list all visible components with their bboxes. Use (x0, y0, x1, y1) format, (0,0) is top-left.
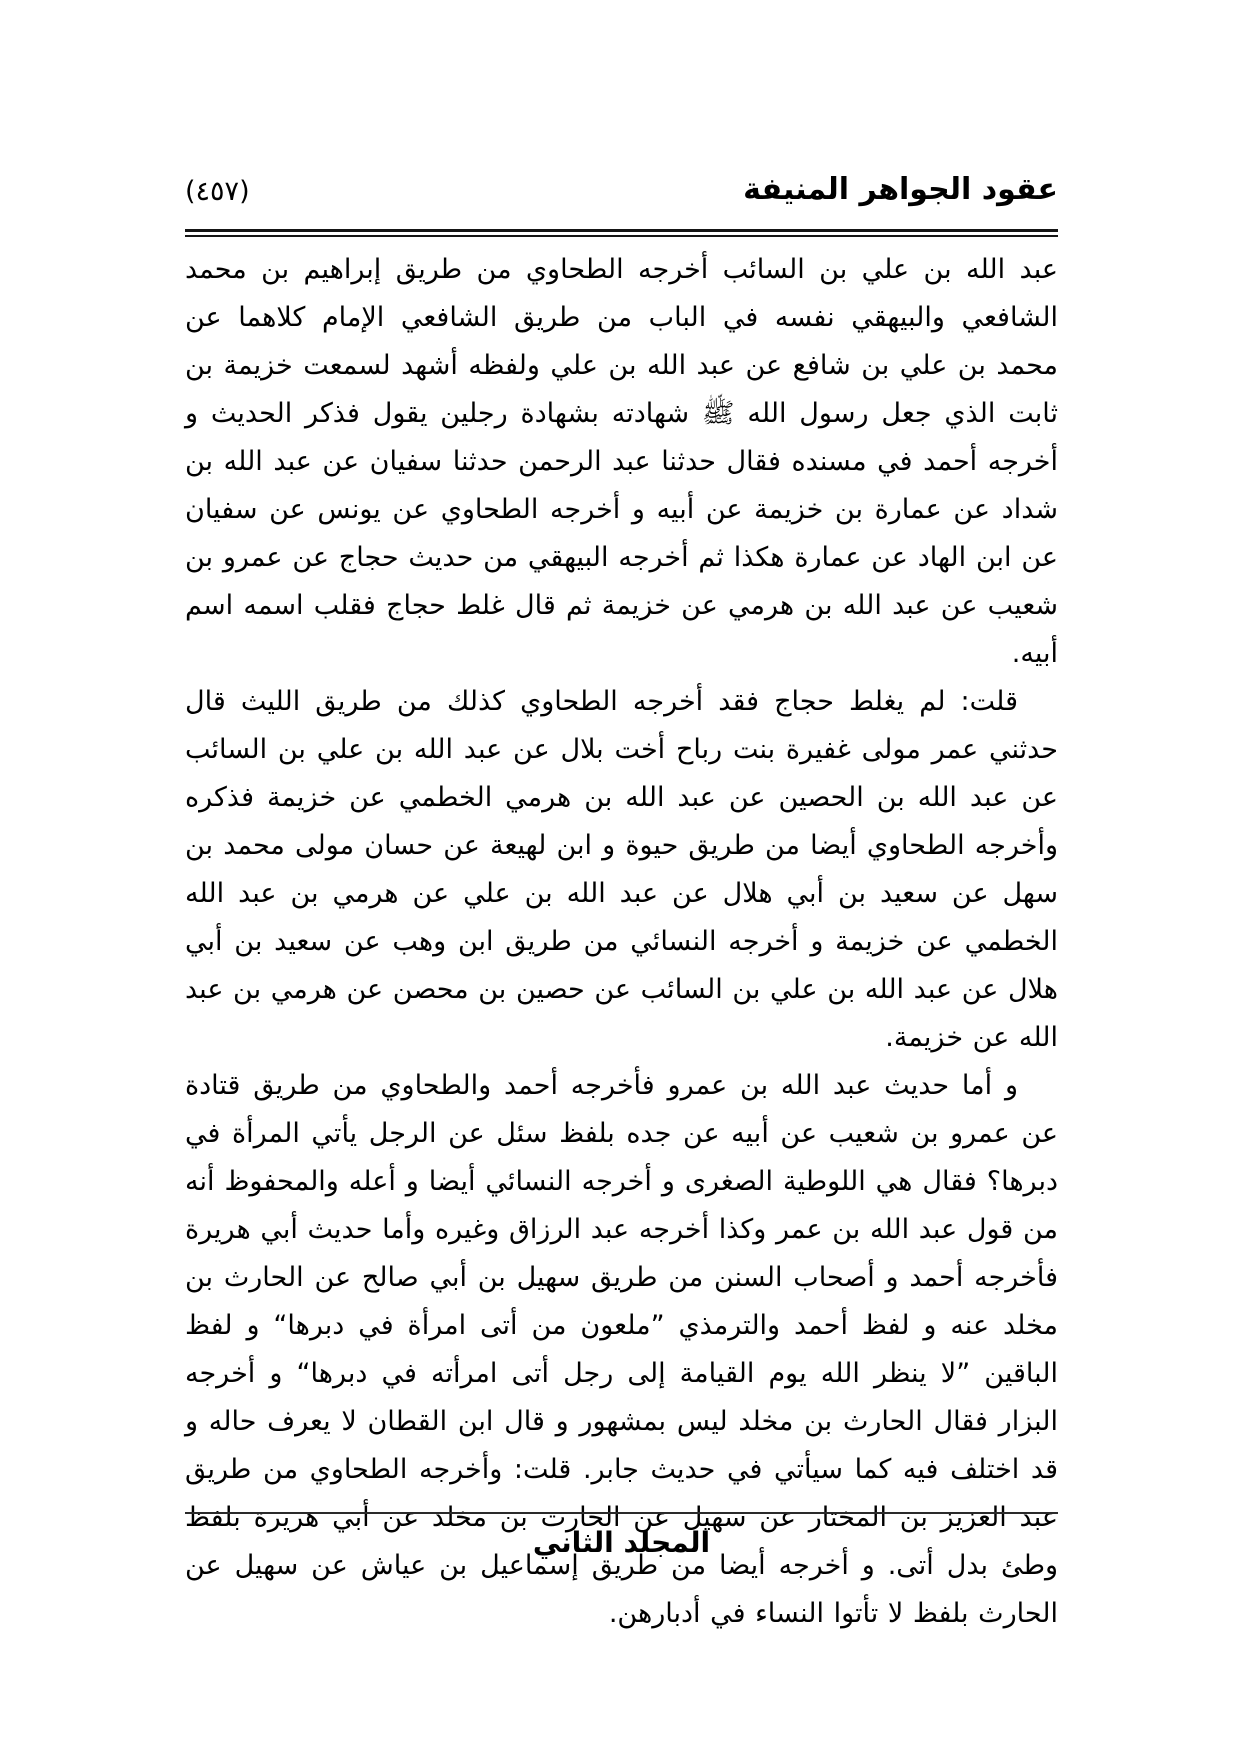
header-divider (185, 229, 1058, 237)
page-body (185, 246, 1058, 1638)
paragraph-2: قلت: لم يغلط حجاج فقد أخرجه الطحاوي كذلك من طريق الليث قال حدثني عمر مولى غفيرة بنت رباح أخت بلال عن عبد الله بن علي بن السائب عن عبد الله بن الحصين عن عبد الله بن هرمي الخطمي عن خزيمة فذكره وأخرجه الطحاوي أيضا من طريق حيوة و ابن لهيعة عن حسان مولى محمد بن سهل عن سعيد بن أبي هلال عن عبد الله بن علي عن هرمي بن عبد الله الخطمي عن خزيمة و أخرجه النسائي من طريق ابن وهب عن سعيد بن أبي هلال عن عبد الله بن علي بن السائب عن حصين بن محصن عن هرمي بن عبد الله عن خزيمة. (185, 686, 1058, 1053)
page-number: (٤٥٧) (185, 175, 250, 207)
volume-label: المجلد الثاني (532, 1526, 711, 1559)
paragraph-1: عبد الله بن علي بن السائب أخرجه الطحاوي من طريق إبراهيم بن محمد الشافعي والبيهقي نفسه في الباب من طريق الشافعي الإمام كلاهما عن محمد بن علي بن شافع عن عبد الله بن علي ولفظه أشهد لسمعت خزيمة بن ثابت الذي جعل رسول الله ﷺ شهادته بشهادة رجلين يقول فذكر الحديث و أخرجه أحمد في مسنده فقال حدثنا عبد الرحمن حدثنا سفيان عن عبد الله بن شداد عن عمارة بن خزيمة عن أبيه و أخرجه الطحاوي عن يونس عن سفيان عن ابن الهاد عن عمارة هكذا ثم أخرجه البيهقي من حديث حجاج عن عمرو بن شعيب عن عبد الله بن هرمي عن خزيمة ثم قال غلط حجاج فقلب اسمه اسم أبيه. (185, 254, 1058, 669)
page-header (185, 172, 1058, 208)
book-title: عقود الجواهر المنيفة (743, 172, 1058, 207)
footer-divider (185, 1512, 1058, 1559)
paragraph-3: و أما حديث عبد الله بن عمرو فأخرجه أحمد والطحاوي من طريق قتادة عن عمرو بن شعيب عن أبيه عن جده بلفظ سئل عن الرجل يأتي المرأة في دبرها؟ فقال هي اللوطية الصغرى و أخرجه النسائي أيضا و أعله والمحفوظ أنه من قول عبد الله بن عمر وكذا أخرجه عبد الرزاق وغيره وأما حديث أبي هريرة فأخرجه أحمد و أصحاب السنن من طريق سهيل بن أبي صالح عن الحارث بن مخلد عنه و لفظ أحمد والترمذي ”ملعون من أتى امرأة في دبرها“ و لفظ الباقين ”لا ينظر الله يوم القيامة إلى رجل أتى امرأته في دبرها“ و أخرجه البزار فقال الحارث بن مخلد ليس بمشهور و قال ابن القطان لا يعرف حاله و قد اختلف فيه كما سيأتي في حديث جابر. قلت: وأخرجه الطحاوي من طريق عبد العزيز بن المختار عن سهيل عن الحارث بن مخلد عن أبي هريرة بلفظ وطئ بدل أتى. و أخرجه أيضا من طريق إسماعيل بن عياش عن سهيل عن الحارث بلفظ لا تأتوا النساء في أدبارهن. (185, 1070, 1058, 1629)
